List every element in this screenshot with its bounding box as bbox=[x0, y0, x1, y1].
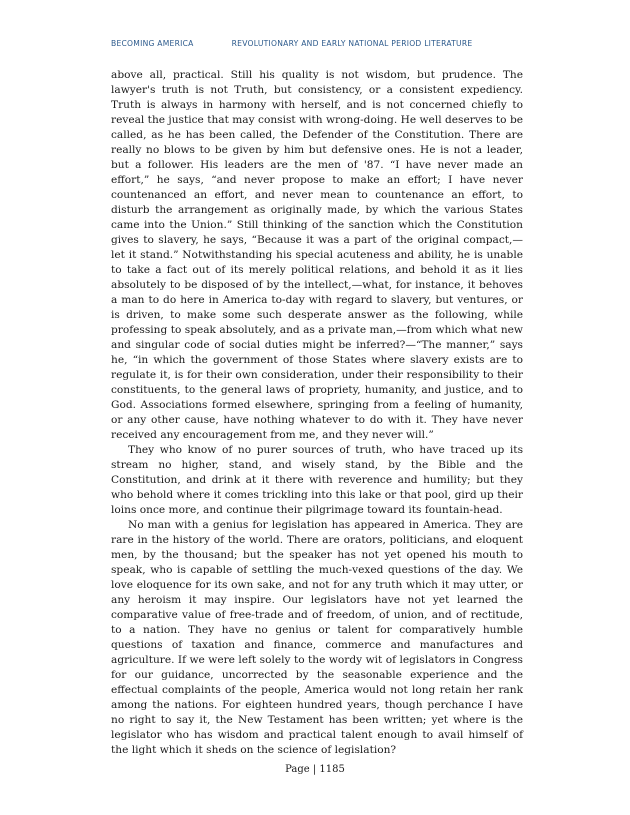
paragraph-1: above all, practical. Still his quality is not wisdom, but prudence. The lawyer's truth is not Truth, but consistency, or a consistent expediency. Truth is always in harmony with herself, and is not concerned chiefly to reveal the justice that may consist with wrong-doing. He well deserves to be called, as he has been called, the Defender of the Constitution. There are really no blows to be given by him but defensive ones. He is not a leader, but a follower. His leaders are the men of '87. “I have never made an effort,” he says, “and never propose to make an effort; I have never countenanced an effort, and never mean to countenance an effort, to disturb the arrangement as originally made, by which the various States came into the Union.” Still thinking of the sanction which the Constitution gives to slavery, he says, “Because it was a part of the original compact,—let it stand.” Notwithstanding his special acuteness and ability, he is unable to take a fact out of its merely political relations, and behold it as it lies absolutely to be disposed of by the intellect,—what, for instance, it behoves a man to do here in America to-day with regard to slavery, but ventures, or is driven, to make some such desperate answer as the following, while professing to speak absolutely, and as a private man,—from which what new and singular code of social duties might be inferred?—“The manner,” says he, “in which the government of those States where slavery exists are to regulate it, is for their own consideration, under their responsibility to their constituents, to the general laws of propriety, humanity, and justice, and to God. Associations formed elsewhere, springing from a feeling of humanity, or any other cause, have nothing whatever to do with it. They have never received any encouragement from me, and they never will.” bbox=[111, 69, 523, 441]
paragraph-2: They who know of no purer sources of truth, who have traced up its stream no higher, stand, and wisely stand, by the Bible and the Constitution, and drink at it there with reverence and humility; but they who behold where it comes trickling into this lake or that pool, gird up their loins once more, and continue their pilgrimage toward its fountain-head. bbox=[111, 444, 523, 516]
running-header bbox=[111, 39, 531, 48]
body-text bbox=[111, 68, 523, 758]
header-book-title: BECOMING AMERICA bbox=[111, 39, 194, 48]
header-section-title: REVOLUTIONARY AND EARLY NATIONAL PERIOD LITERATURE bbox=[231, 39, 473, 48]
page-number: Page | 1185 bbox=[285, 764, 345, 775]
paragraph-3: No man with a genius for legislation has appeared in America. They are rare in the history of the world. There are orators, politicians, and eloquent men, by the thousand; but the speaker has not yet opened his mouth to speak, who is capable of settling the much-vexed questions of the day. We love eloquence for its own sake, and not for any truth which it may utter, or any heroism it may inspire. Our legislators have not yet learned the comparative value of free-trade and of freedom, of union, and of rectitude, to a nation. They have no genius or talent for comparatively humble questions of taxation and finance, commerce and manufactures and agriculture. If we were left solely to the wordy wit of legislators in Congress for our guidance, uncorrected by the seasonable experience and the effectual complaints of the people, America would not long retain her rank among the nations. For eighteen hundred years, though perchance I have no right to say it, the New Testament has been written; yet where is the legislator who has wisdom and practical talent enough to avail himself of the light which it sheds on the science of legislation? bbox=[111, 519, 523, 756]
